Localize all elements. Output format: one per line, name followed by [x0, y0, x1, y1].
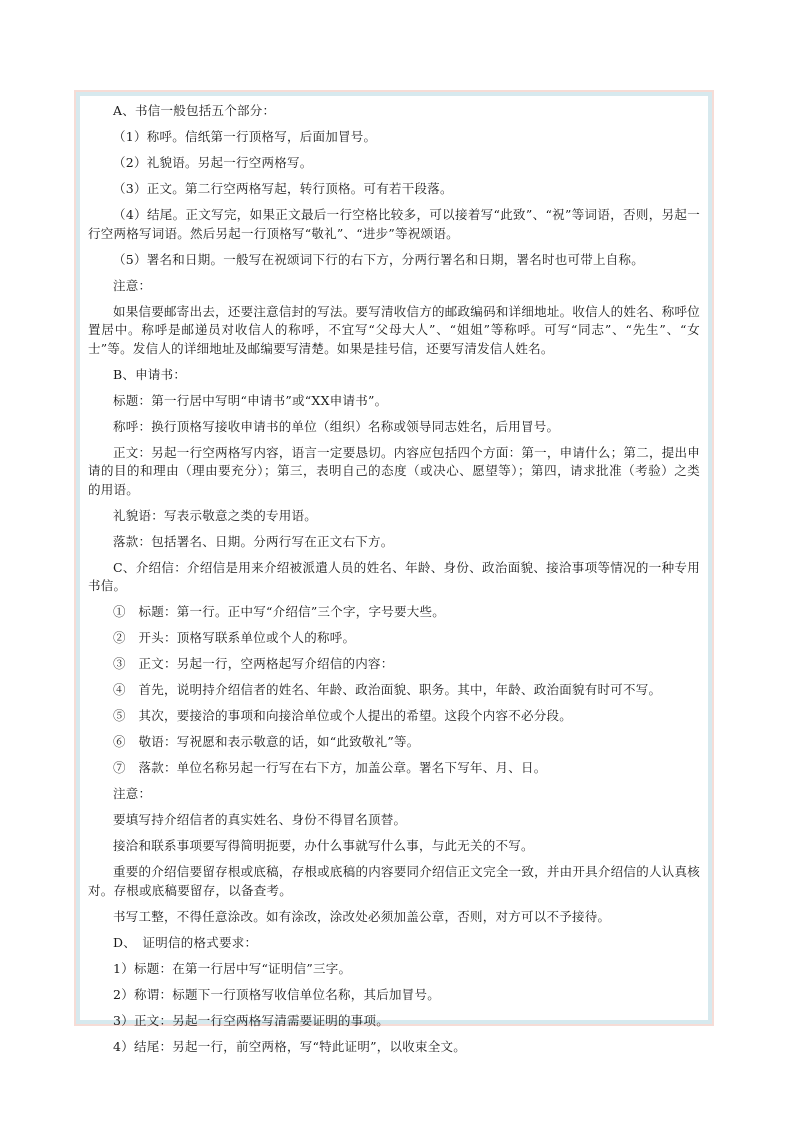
paragraph: 3）正文：另起一行空两格写清需要证明的事项。: [113, 1012, 389, 1028]
document-body: [88, 102, 700, 1064]
note-label: 注意：: [113, 277, 152, 293]
paragraph: 重要的介绍信要留存根或底稿，存根或底稿的内容要同介绍信正文完全一致，并由开具介绍信的人认真核对。存根或底稿要留存，以备查考。: [88, 864, 700, 898]
paragraph: 如果信要邮寄出去，还要注意信封的写法。要写清收信方的邮政编码和详细地址。收信人的姓名、称呼位置居中。称呼是邮递员对收信人的称呼，不宜写“父母大人”、“姐姐”等称呼。可写“同志”、“先生”、“女士”等。发信人的详细地址及邮编要写清楚。如果是挂号信，还要写清发信人姓名。: [88, 303, 700, 356]
paragraph: 称呼：换行顶格写接收申请书的单位（组织）名称或领导同志姓名，后用冒号。: [113, 418, 560, 434]
document-frame: [76, 92, 712, 1054]
paragraph: ⑤ 其次，要接洽的事项和向接洽单位或个人提出的希望。这段个内容不必分段。: [113, 708, 573, 723]
paragraph: ③ 正文：另起一行，空两格起写介绍信的内容：: [113, 656, 394, 671]
paragraph: 2）称谓：标题下一行顶格写收信单位名称，其后加冒号。: [113, 986, 440, 1002]
paragraph: （3）正文。第二行空两格写起，转行顶格。可有若干段落。: [113, 181, 453, 196]
section-d-heading: D、 证明信的格式要求：: [113, 934, 258, 950]
paragraph: ① 标题：第一行。正中写“介绍信”三个字，字号要大些。: [113, 604, 446, 619]
paragraph: 礼貌语：写表示敬意之类的专用语。: [113, 507, 318, 523]
paragraph: 正文：另起一行空两格写内容，语言一定要恳切。内容应包括四个方面：第一，申请什么；第二，提出申请的目的和理由（理由要充分）；第三，表明自己的态度（或决心、愿望等）；第四，请求批准（考验）之类的用语。: [88, 444, 700, 497]
paragraph: 4）结尾：另起一行，前空两格，写“特此证明”，以收束全文。: [113, 1038, 466, 1054]
section-c-heading: C、介绍信：介绍信是用来介绍被派遣人员的姓名、年龄、身份、政治面貌、接洽事项等情况的一种专用书信。: [88, 559, 700, 593]
paragraph: 书写工整，不得任意涂改。如有涂改，涂改处必须加盖公章，否则，对方可以不予接待。: [113, 908, 611, 924]
paragraph: 标题：第一行居中写明“申请书”或“XX申请书”。: [113, 392, 388, 408]
paragraph: ② 开头：顶格写联系单位或个人的称呼。: [113, 630, 356, 645]
paragraph: （5）署名和日期。一般写在祝颂词下行的右下方，分两行署名和日期，署名时也可带上自称。: [113, 251, 644, 267]
paragraph: （4）结尾。正文写完，如果正文最后一行空格比较多，可以接着写“此致”、“祝”等词语，否则，另起一行空两格写词语。然后另起一行顶格写“敬礼”、“进步”等祝颂语。: [88, 207, 700, 241]
paragraph: 要填写持介绍信者的真实姓名、身份不得冒名顶替。: [113, 812, 407, 827]
paragraph: ④ 首先，说明持介绍信者的姓名、年龄、政治面貌、职务。其中，年龄、政治面貌有时可不写。: [113, 682, 662, 697]
paragraph: 落款：包括署名、日期。分两行写在正文右下方。: [113, 533, 394, 549]
paragraph: ⑦ 落款：单位名称另起一行写在右下方，加盖公章。署名下写年、月、日。: [113, 760, 547, 775]
paragraph: （1）称呼。信纸第一行顶格写，后面加冒号。: [113, 129, 377, 144]
section-a-heading: A、书信一般包括五个部分：: [113, 103, 276, 118]
paragraph: ⑥ 敬语：写祝愿和表示敬意的话，如“此致敬礼”等。: [113, 734, 420, 749]
note-label: 注意：: [113, 786, 152, 801]
paragraph: 1）标题：在第一行居中写“证明信”三字。: [113, 960, 352, 976]
paragraph: 接洽和联系事项要写得简明扼要，办什么事就写什么事，与此无关的不写。: [113, 838, 534, 853]
section-b-heading: B、申请书：: [113, 366, 187, 382]
paragraph: （2）礼貌语。另起一行空两格写。: [113, 155, 313, 170]
